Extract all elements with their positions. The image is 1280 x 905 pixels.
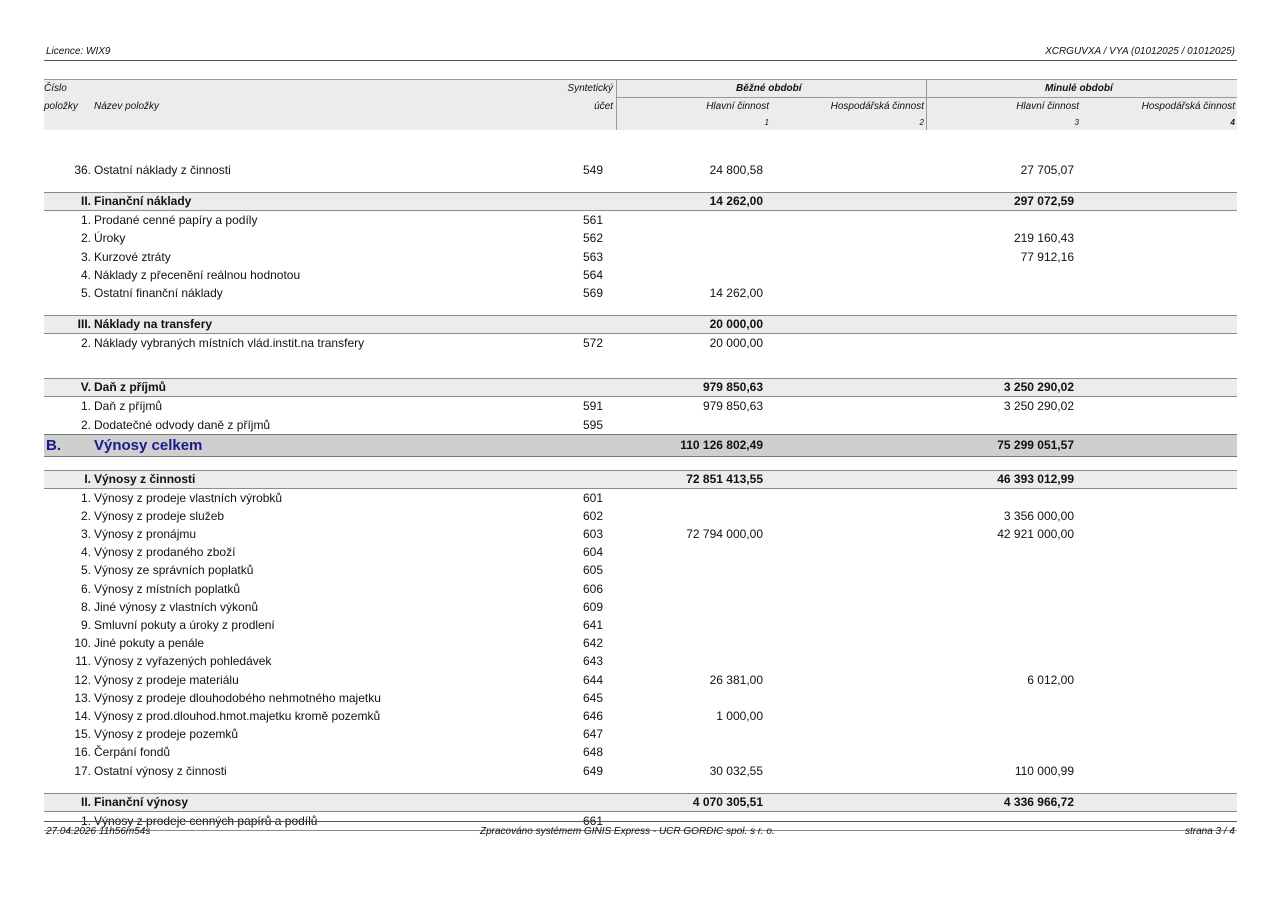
- row-number: V.: [80, 380, 91, 395]
- row-value-previous: 42 921 000,00: [997, 527, 1074, 542]
- row-number: 1.: [80, 490, 91, 505]
- row-account: 563: [582, 249, 603, 264]
- section-row: [44, 378, 1237, 397]
- row-name: Finanční výnosy: [94, 794, 189, 809]
- row-value-previous: 27 705,07: [1020, 163, 1074, 177]
- col-hosp-minule: Hospodářská činnost: [1141, 101, 1235, 112]
- row-number: II.: [80, 794, 91, 809]
- table-row: [44, 397, 1237, 415]
- row-name: Výnosy z prodeje vlastních výrobků: [94, 490, 283, 505]
- row-account: 661: [582, 813, 603, 828]
- row-value-current: 14 262,00: [709, 194, 763, 209]
- row-name: Dodatečné odvody daně z příjmů: [94, 417, 271, 432]
- column-header: [44, 79, 1237, 130]
- row-name: Výnosy z prodeje cenných papírů a podílů: [94, 813, 318, 828]
- row-number: 16.: [74, 745, 91, 760]
- table-row: [44, 762, 1237, 780]
- header-divider: [44, 60, 1237, 61]
- row-value-current: 72 794 000,00: [686, 527, 763, 542]
- row-number: 4.: [80, 545, 91, 560]
- row-spacer: [44, 352, 1237, 365]
- row-number: 1.: [80, 813, 91, 828]
- license-label: Licence: WIX9: [46, 46, 111, 57]
- row-spacer: [44, 780, 1237, 793]
- row-number: 17.: [74, 763, 91, 778]
- row-name: Ostatní finanční náklady: [94, 285, 223, 300]
- row-number: 1.: [80, 399, 91, 414]
- table-row: [44, 211, 1237, 229]
- main-section-row: [44, 434, 1237, 457]
- row-value-current: 20 000,00: [709, 317, 763, 332]
- row-name: Náklady vybraných místních vlád.instit.na transfery: [94, 336, 365, 351]
- col-index-2: 2: [919, 118, 924, 127]
- row-value-current: 20 000,00: [709, 336, 763, 351]
- row-value-previous: 3 250 290,02: [1003, 399, 1074, 414]
- row-value-current: 72 851 413,55: [686, 471, 763, 486]
- row-name: Výnosy z prodaného zboží: [94, 545, 236, 560]
- row-number: 6.: [80, 581, 91, 596]
- row-value-current: 979 850,63: [702, 399, 763, 414]
- footer-processed-by: Zpracováno systémem GINIS Express - UCR GORDIC spol. s r. o.: [480, 826, 775, 837]
- divider-bezne-left: [616, 80, 617, 130]
- row-name: Náklady na transfery: [94, 317, 213, 332]
- row-value-previous: 3 356 000,00: [1003, 508, 1074, 523]
- row-value-previous: 6 012,00: [1027, 672, 1074, 687]
- row-number: 14.: [74, 708, 91, 723]
- table-row: [44, 634, 1237, 652]
- row-account: 569: [582, 285, 603, 300]
- row-name: Výnosy z prodeje pozemků: [94, 727, 239, 742]
- table-row: [44, 616, 1237, 634]
- col-hlavni-minule: Hlavní činnost: [1016, 101, 1079, 112]
- row-name: Úroky: [94, 231, 126, 246]
- row-number: 3.: [80, 527, 91, 542]
- row-number: 2.: [80, 417, 91, 432]
- table-row: [44, 652, 1237, 670]
- row-number: B.: [46, 436, 61, 454]
- row-spacer: [44, 148, 1237, 161]
- row-name: Jiné pokuty a penále: [94, 636, 205, 651]
- row-name: Kurzové ztráty: [94, 249, 171, 264]
- row-number: 5.: [80, 563, 91, 578]
- row-account: 604: [582, 545, 603, 560]
- row-account: 644: [582, 672, 603, 687]
- row-name: Ostatní výnosy z činnosti: [94, 763, 227, 778]
- row-spacer: [44, 302, 1237, 315]
- row-number: I.: [84, 471, 91, 486]
- row-number: 3.: [80, 249, 91, 264]
- row-number: 13.: [74, 690, 91, 705]
- row-name: Výnosy z místních poplatků: [94, 581, 241, 596]
- row-account: 549: [582, 163, 603, 177]
- row-value-previous: 219 160,43: [1013, 231, 1074, 246]
- row-number: 2.: [80, 231, 91, 246]
- row-number: 12.: [74, 672, 91, 687]
- row-account: 646: [582, 708, 603, 723]
- row-value-current: 1 000,00: [716, 708, 763, 723]
- table-row: [44, 598, 1237, 616]
- row-value-previous: 3 250 290,02: [1003, 380, 1074, 395]
- row-name: Náklady z přecenění reálnou hodnotou: [94, 267, 301, 282]
- row-account: 609: [582, 599, 603, 614]
- row-number: 10.: [74, 636, 91, 651]
- row-value-previous: 110 000,99: [1014, 763, 1074, 778]
- row-value-previous: 46 393 012,99: [997, 471, 1074, 486]
- section-row: [44, 470, 1237, 489]
- table-row: [44, 707, 1237, 725]
- table-row: [44, 671, 1237, 689]
- col-cislo-line1: Číslo: [44, 83, 67, 94]
- row-account: 603: [582, 527, 603, 542]
- row-account: 642: [582, 636, 603, 651]
- table-row: [44, 489, 1237, 507]
- row-account: 643: [582, 654, 603, 669]
- col-index-4: 4: [1230, 118, 1235, 127]
- footer-divider: [44, 821, 1237, 822]
- table-row: [44, 229, 1237, 247]
- col-synteticky-line2: účet: [594, 101, 613, 112]
- table-row: [44, 743, 1237, 761]
- section-row: [44, 192, 1237, 211]
- section-row: [44, 793, 1237, 812]
- table-row: [44, 161, 1237, 179]
- row-number: 36.: [74, 163, 91, 177]
- row-account: 572: [582, 336, 603, 351]
- table-row: [44, 525, 1237, 543]
- row-account: 606: [582, 581, 603, 596]
- row-name: Ostatní náklady z činnosti: [94, 163, 231, 177]
- col-nazev: Název položky: [94, 101, 160, 112]
- table-row: [44, 725, 1237, 743]
- row-number: 11.: [75, 654, 91, 669]
- row-value-current: 110 126 802,49: [680, 437, 763, 452]
- row-number: 1.: [80, 213, 91, 228]
- col-bezne-obdobi: Běžné období: [736, 83, 802, 94]
- table-row: [44, 689, 1237, 707]
- col-synteticky-line1: Syntetický: [567, 83, 613, 94]
- col-minule-obdobi: Minulé období: [1045, 83, 1113, 94]
- table-row: [44, 248, 1237, 266]
- row-account: 649: [582, 763, 603, 778]
- row-name: Jiné výnosy z vlastních výkonů: [94, 599, 259, 614]
- table-row: [44, 284, 1237, 302]
- row-account: 595: [582, 417, 603, 432]
- row-name: Výnosy z prodeje služeb: [94, 508, 225, 523]
- row-name: Daň z příjmů: [94, 380, 167, 395]
- row-number: 15.: [74, 727, 91, 742]
- row-number: 2.: [80, 336, 91, 351]
- row-value-current: 26 381,00: [709, 672, 763, 687]
- row-value-previous: 297 072,59: [1013, 194, 1074, 209]
- row-name: Výnosy ze správních poplatků: [94, 563, 254, 578]
- row-name: Smluvní pokuty a úroky z prodlení: [94, 618, 275, 632]
- row-account: 562: [582, 231, 603, 246]
- row-account: 641: [582, 618, 603, 632]
- row-number: 8.: [80, 599, 91, 614]
- row-value-previous: 4 336 966,72: [1003, 794, 1074, 809]
- table-row: [44, 543, 1237, 561]
- row-name: Výnosy z prodeje materiálu: [94, 672, 239, 687]
- row-number: III.: [77, 317, 91, 332]
- footer-timestamp: 27.04.2026 11h56m54s: [46, 826, 151, 837]
- row-spacer: [44, 179, 1237, 192]
- row-account: 605: [582, 563, 603, 578]
- row-name: Výnosy z prod.dlouhod.hmot.majetku kromě pozemků: [94, 708, 381, 723]
- row-account: 648: [582, 745, 603, 760]
- report-id: XCRGUVXA / VYA (01012025 / 01012025): [1045, 46, 1235, 57]
- row-name: Prodané cenné papíry a podíly: [94, 213, 258, 228]
- row-number: 2.: [80, 508, 91, 523]
- row-number: II.: [80, 194, 91, 209]
- table-row: [44, 334, 1237, 352]
- table-row: [44, 580, 1237, 598]
- col-index-1: 1: [764, 118, 769, 127]
- row-name: Čerpání fondů: [94, 745, 171, 760]
- row-account: 591: [582, 399, 603, 414]
- table-row: [44, 561, 1237, 579]
- row-number: 4.: [80, 267, 91, 282]
- row-name: Daň z příjmů: [94, 399, 163, 414]
- row-value-current: 24 800,58: [709, 163, 763, 177]
- row-account: 645: [582, 690, 603, 705]
- row-spacer: [44, 365, 1237, 378]
- row-value-previous: 75 299 051,57: [997, 437, 1074, 452]
- row-name: Výnosy z prodeje dlouhodobého nehmotného majetku: [94, 690, 381, 705]
- row-name: Finanční náklady: [94, 194, 192, 209]
- row-value-previous: 77 912,16: [1020, 249, 1074, 264]
- table-row: [44, 507, 1237, 525]
- row-account: 564: [582, 267, 603, 282]
- row-account: 647: [582, 727, 603, 742]
- row-value-current: 979 850,63: [702, 380, 763, 395]
- footer-page-number: strana 3 / 4: [1184, 826, 1235, 837]
- table-row: [44, 416, 1237, 434]
- divider-minule-left: [926, 80, 927, 130]
- col-hlavni-bezne: Hlavní činnost: [706, 101, 769, 112]
- row-name: Výnosy z pronájmu: [94, 527, 197, 542]
- row-number: 9.: [80, 618, 91, 632]
- report-table-body: [44, 148, 1237, 831]
- row-account: 601: [582, 490, 603, 505]
- col-index-3: 3: [1074, 118, 1079, 127]
- row-value-current: 30 032,55: [709, 763, 763, 778]
- row-value-current: 14 262,00: [709, 285, 763, 300]
- row-account: 561: [582, 213, 603, 228]
- table-row: [44, 266, 1237, 284]
- row-spacer: [44, 457, 1237, 470]
- col-hosp-bezne: Hospodářská činnost: [830, 101, 924, 112]
- row-account: 602: [582, 508, 603, 523]
- row-name: Výnosy celkem: [94, 436, 203, 454]
- row-number: 5.: [80, 285, 91, 300]
- row-value-current: 4 070 305,51: [692, 794, 763, 809]
- section-row: [44, 315, 1237, 334]
- divider-period-under: [616, 97, 1237, 98]
- row-name: Výnosy z vyřazených pohledávek: [94, 654, 272, 669]
- row-name: Výnosy z činnosti: [94, 471, 196, 486]
- col-cislo-line2: položky: [44, 101, 78, 112]
